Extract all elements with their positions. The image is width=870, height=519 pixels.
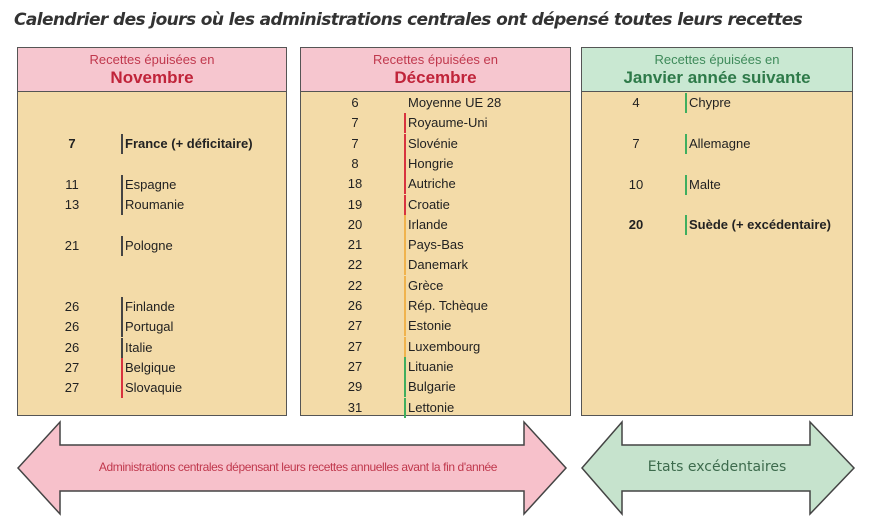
day: 19 [347, 196, 363, 212]
country: Luxembourg [404, 337, 480, 357]
list-item [18, 195, 286, 215]
day: 27 [347, 358, 363, 374]
day: 22 [347, 257, 363, 273]
day: 13 [64, 197, 80, 212]
list-item [18, 297, 286, 317]
country: Chypre [685, 93, 731, 113]
country: Moyenne UE 28 [408, 95, 502, 110]
list-item [301, 296, 570, 316]
list-item [18, 317, 286, 337]
list-item [301, 357, 570, 377]
header-subtitle: Recettes épuisées en [654, 52, 780, 67]
right-arrow-label: Etats excédentaires [647, 459, 787, 475]
day: 11 [65, 177, 79, 192]
country: Italie [121, 338, 152, 358]
country: Slovaquie [121, 378, 182, 398]
list-item [301, 235, 570, 255]
list-item [301, 337, 570, 357]
day: 26 [64, 340, 80, 355]
list-item [301, 93, 570, 113]
country: Roumanie [121, 195, 184, 215]
country: Bulgarie [404, 377, 456, 397]
day: 29 [347, 379, 363, 395]
day: 7 [351, 115, 359, 131]
day: 7 [632, 136, 640, 151]
day: 22 [347, 277, 363, 293]
country: France (+ déficitaire) [121, 134, 253, 154]
header-subtitle: Recettes épuisées en [372, 52, 499, 67]
country: Royaume-Uni [404, 113, 487, 133]
country: Espagne [121, 175, 176, 195]
header-month: Janvier année suivante [623, 68, 811, 87]
header-month: Décembre [394, 68, 477, 87]
list-item [18, 358, 286, 378]
list-item [301, 276, 570, 296]
list-item [301, 134, 570, 154]
list-item [18, 134, 286, 154]
country: Danemark [404, 255, 468, 275]
panel-header [301, 48, 570, 92]
list-item [582, 93, 852, 113]
country: Allemagne [685, 134, 750, 154]
country: Rép. Tchèque [404, 296, 488, 316]
country: Autriche [404, 174, 456, 194]
country: Lituanie [404, 357, 454, 377]
header-month: Novembre [110, 68, 194, 87]
panel-decembre [300, 47, 571, 416]
list-item [301, 316, 570, 336]
country: Finlande [121, 297, 175, 317]
day: 7 [68, 136, 76, 151]
list-item [301, 113, 570, 133]
country: Estonie [404, 316, 451, 336]
left-arrow-label: Administrations centrales dépensant leurs recettes annuelles avant la fin d'année [98, 460, 498, 474]
list-item [301, 174, 570, 194]
country: Hongrie [404, 154, 454, 174]
list-item [18, 338, 286, 358]
country: Portugal [121, 317, 173, 337]
list-item [301, 255, 570, 275]
day: 26 [64, 299, 80, 314]
day: 10 [628, 177, 644, 192]
country: Suède (+ excédentaire) [685, 215, 831, 235]
panel-header [18, 48, 286, 92]
day: 6 [351, 95, 359, 110]
list-item [18, 378, 286, 398]
list-item [582, 215, 852, 235]
country: Pologne [121, 236, 173, 256]
day: 8 [351, 155, 359, 171]
country: Irlande [404, 215, 448, 235]
list-item [582, 175, 852, 195]
list-item [18, 175, 286, 195]
list-item [18, 236, 286, 256]
country: Belgique [121, 358, 176, 378]
country: Slovénie [404, 134, 458, 154]
day: 21 [64, 238, 80, 253]
day: 27 [347, 338, 363, 354]
list-item [301, 215, 570, 235]
day: 18 [347, 176, 363, 192]
country: Lettonie [404, 398, 454, 418]
day: 27 [347, 318, 363, 334]
day: 21 [347, 237, 363, 253]
country: Malte [685, 175, 721, 195]
day: 4 [632, 95, 640, 110]
list-item [301, 377, 570, 397]
day: 27 [64, 380, 80, 395]
panel-header [582, 48, 852, 92]
panel-novembre [17, 47, 287, 416]
country: Croatie [404, 195, 450, 215]
day: 27 [64, 360, 80, 375]
diagram-title: Calendrier des jours où les administrations centrales ont dépensé toutes leurs recettes [14, 10, 803, 30]
list-item [301, 154, 570, 174]
country: Pays-Bas [404, 235, 464, 255]
header-subtitle: Recettes épuisées en [89, 52, 215, 67]
list-item [301, 398, 570, 418]
country: Grèce [404, 276, 443, 296]
day: 31 [347, 399, 363, 415]
panel-janvier [581, 47, 853, 416]
day: 20 [628, 217, 644, 232]
list-item [582, 134, 852, 154]
day: 20 [347, 216, 363, 232]
day: 26 [347, 298, 363, 313]
day: 26 [64, 319, 80, 334]
day: 7 [351, 135, 359, 151]
list-item [301, 195, 570, 215]
